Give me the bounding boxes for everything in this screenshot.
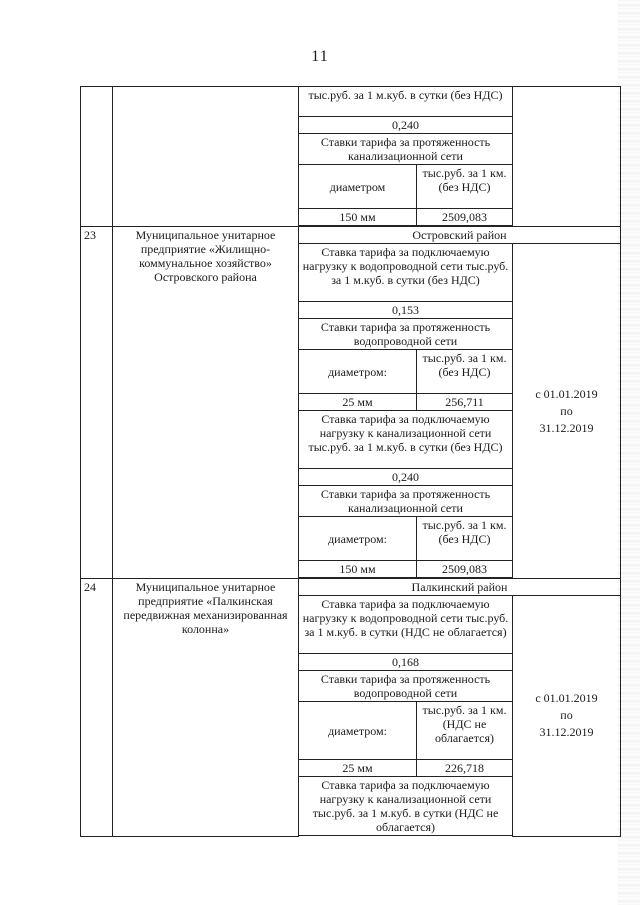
row23-sewer-diameter-rate: 2509,083 xyxy=(417,561,513,578)
cont-period-cell xyxy=(513,87,621,227)
row24-water-rate-label: Ставка тарифа за подключаемую нагрузку к водопроводной сети тыс.руб. за 1 м.куб. в сутки (НДС не облагается) xyxy=(299,596,513,654)
row23-sewer-rate-value: 0,240 xyxy=(299,469,513,486)
row23-water-diameter-rate: 256,711 xyxy=(417,394,513,411)
cont-unit-label: тыс.руб. за 1 км. (без НДС) xyxy=(417,165,513,209)
cont-diameter-value: 150 мм xyxy=(299,209,417,226)
row23-period-from: с 01.01.2019 xyxy=(535,386,598,401)
row23-sewer-unit-label: тыс.руб. за 1 км. (без НДС) xyxy=(417,517,513,561)
row23-sewer-diameter-value: 150 мм xyxy=(299,561,417,578)
row24-period-from: с 01.01.2019 xyxy=(535,691,598,706)
cont-number-cell xyxy=(81,87,113,227)
row24-period xyxy=(513,596,621,837)
row23-period-mid: по xyxy=(560,403,573,418)
row23-sewer-length-label: Ставки тарифа за протяженность канализационной сети xyxy=(299,486,513,517)
row23-water-rate-value: 0,153 xyxy=(299,302,513,319)
page-number: 11 xyxy=(311,48,329,65)
row24-water-diameter-label: диаметром: xyxy=(299,702,417,760)
row24-water-diameter-value: 25 мм xyxy=(299,760,417,777)
row23-water-length-label: Ставки тарифа за протяженность водопроводной сети xyxy=(299,319,513,350)
row23-sewer-diameter-label: диаметром: xyxy=(299,517,417,561)
cont-sewer-rate-tail: тыс.руб. за 1 м.куб. в сутки (без НДС) xyxy=(299,87,513,117)
cont-sewer-length-label: Ставки тарифа за протяженность канализационной сети xyxy=(299,134,513,165)
row23-water-unit-label: тыс.руб. за 1 км. (без НДС) xyxy=(417,350,513,394)
row23-water-diameter-value: 25 мм xyxy=(299,394,417,411)
row23-water-diameter-label: диаметром: xyxy=(299,350,417,394)
row24-water-diameter-rate: 226,718 xyxy=(417,760,513,777)
cont-diameter-rate: 2509,083 xyxy=(417,209,513,226)
row24-sewer-rate-label: Ставка тарифа за подключаемую нагрузку к канализационной сети тыс.руб. за 1 м.куб. в сутки (НДС не облагается) xyxy=(299,777,513,836)
row23-district: Островский район xyxy=(299,227,621,244)
row23-number: 23 xyxy=(81,227,113,579)
cont-sewer-rate-value: 0,240 xyxy=(299,117,513,134)
row23-period-to: 31.12.2019 xyxy=(539,420,594,435)
row23-sewer-rate-label: Ставка тарифа за подключаемую нагрузку к канализационной сети тыс.руб. за 1 м.куб. в сутки (без НДС) xyxy=(299,411,513,469)
row24-number: 24 xyxy=(81,579,113,837)
row24-period-to: 31.12.2019 xyxy=(539,725,594,740)
row24-period-mid: по xyxy=(560,708,573,723)
tariff-table xyxy=(80,86,621,837)
row24-district: Палкинский район xyxy=(299,579,621,596)
scan-edge-artifact xyxy=(618,0,640,905)
cont-diameter-label: диаметром xyxy=(299,165,417,209)
row24-water-unit-label: тыс.руб. за 1 км. (НДС не облагается) xyxy=(417,702,513,760)
row23-organization: Муниципальное унитарное предприятие «Жилищно-коммунальное хозяйство» Островского района xyxy=(113,227,299,579)
row23-water-rate-label: Ставка тарифа за подключаемую нагрузку к водопроводной сети тыс.руб. за 1 м.куб. в сутки (без НДС) xyxy=(299,244,513,302)
cont-organization-cell xyxy=(113,87,299,227)
row24-water-rate-value: 0,168 xyxy=(299,654,513,671)
row24-organization: Муниципальное унитарное предприятие «Палкинская передвижная механизированная колонна» xyxy=(113,579,299,837)
row23-period xyxy=(513,244,621,579)
row24-water-length-label: Ставки тарифа за протяженность водопроводной сети xyxy=(299,671,513,702)
